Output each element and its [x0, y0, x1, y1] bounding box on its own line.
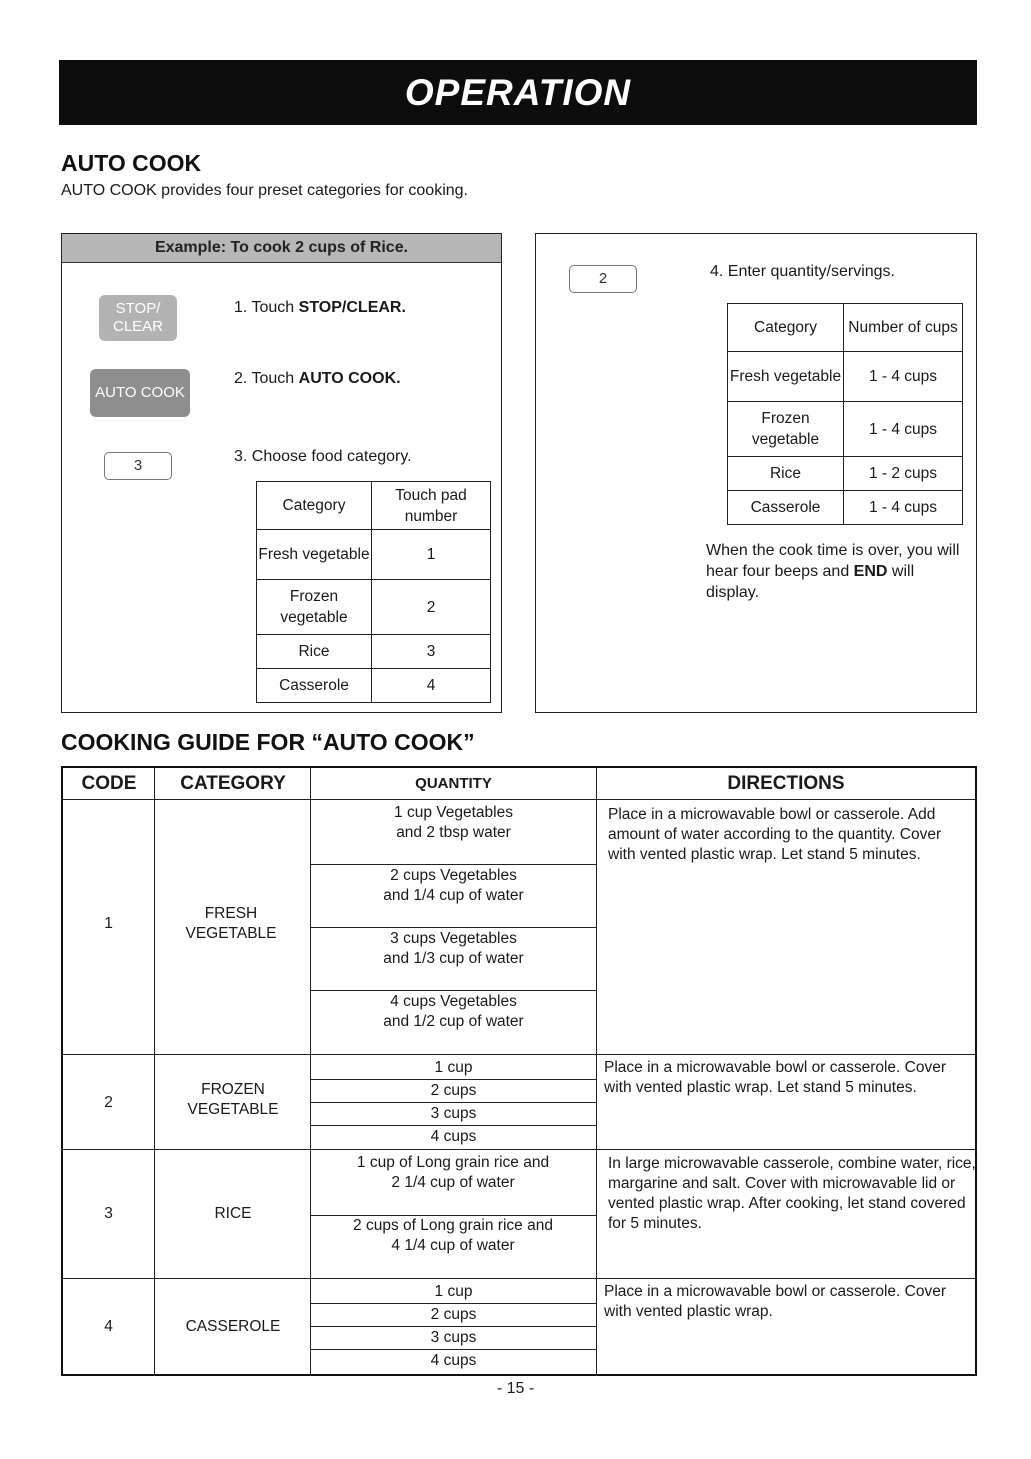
header-divider — [63, 799, 977, 800]
number-key-2[interactable]: 2 — [569, 265, 637, 293]
quantity-box — [535, 233, 977, 713]
quantity-cell: 1 cup Vegetables and 2 tbsp water — [394, 804, 513, 841]
cups-cell: 1 - 4 cups — [844, 402, 963, 457]
category-cell: Fresh vegetable — [257, 530, 372, 580]
quantity-cell: 3 cups — [430, 1329, 477, 1346]
quantity-cell: 2 cups Vegetables and 1/4 cup of water — [383, 867, 524, 904]
quantity-divider — [310, 1349, 596, 1350]
column-divider — [596, 768, 597, 1376]
quantity-cell: 4 cups Vegetables and 1/2 cup of water — [383, 993, 524, 1030]
category-cell: CASSEROLE — [185, 1318, 281, 1335]
quantity-cell: 1 cup of Long grain rice and 2 1/4 cup of water — [356, 1154, 550, 1191]
cups-cell: 1 - 2 cups — [844, 457, 963, 491]
quantity-divider — [310, 1125, 596, 1126]
category-cell: RICE — [214, 1205, 252, 1222]
cups-header: Number of cups — [844, 304, 963, 352]
cups-cell: 1 - 4 cups — [844, 352, 963, 402]
row-divider — [63, 1278, 977, 1279]
quantity-cell: 3 cups Vegetables and 1/3 cup of water — [383, 930, 524, 967]
category-header: CATEGORY — [180, 773, 286, 794]
category-cell: Frozen vegetable — [257, 580, 372, 635]
code-cell: 4 — [104, 1318, 113, 1335]
category-cell: Rice — [728, 457, 844, 491]
quantity-divider — [310, 1079, 596, 1080]
completion-note — [706, 540, 968, 603]
quantity-divider — [310, 1102, 596, 1103]
quantity-cell: 3 cups — [430, 1105, 477, 1122]
quantity-cell: 1 cup — [434, 1283, 473, 1300]
end-display-text: END — [853, 563, 888, 580]
quantity-cell: 1 cup — [434, 1059, 473, 1076]
row-divider — [63, 1149, 977, 1150]
auto-cook-title: AUTO COOK — [61, 150, 202, 176]
quantity-cell: 2 cups — [430, 1306, 477, 1323]
code-cell: 2 — [104, 1094, 113, 1111]
page-number: - 15 - — [496, 1380, 535, 1397]
category-cell: FRESH VEGETABLE — [185, 905, 277, 942]
example-heading: Example: To cook 2 cups of Rice. — [62, 234, 501, 263]
quantity-cell: 4 cups — [430, 1128, 477, 1145]
quantity-table — [727, 303, 963, 525]
quantity-divider — [310, 1303, 596, 1304]
column-divider — [154, 768, 155, 1376]
step-1-text: 1. Touch — [234, 299, 299, 316]
directions-header: DIRECTIONS — [727, 773, 845, 794]
touch-pad-header: Touch pad number — [372, 482, 491, 530]
step-1 — [234, 299, 406, 317]
touchpad-cell: 4 — [372, 669, 491, 703]
stop-clear-pad[interactable]: STOP/ CLEAR — [99, 295, 177, 341]
category-cell: Frozen vegetable — [728, 402, 844, 457]
quantity-cell: 2 cups of Long grain rice and 4 1/4 cup of water — [353, 1217, 553, 1254]
code-cell: 1 — [104, 915, 113, 932]
directions-cell: In large microwavable casserole, combine water, rice, margarine and salt. Cover with microwavable lid or vented plastic wrap. After cooking, let stand covered for 5 minutes. — [608, 1155, 976, 1232]
cups-cell: 1 - 4 cups — [844, 491, 963, 525]
category-table — [256, 481, 491, 703]
step-3: 3. Choose food category. — [234, 448, 412, 465]
code-header: CODE — [81, 773, 137, 794]
quantity-divider — [310, 1326, 596, 1327]
touchpad-cell: 2 — [372, 580, 491, 635]
quantity-divider — [310, 990, 596, 991]
quantity-cell: 4 cups — [430, 1352, 477, 1369]
category-cell: Casserole — [728, 491, 844, 525]
step-4: 4. Enter quantity/servings. — [710, 263, 895, 280]
directions-cell: Place in a microwavable bowl or casserole. Cover with vented plastic wrap. — [604, 1283, 947, 1320]
step-2 — [234, 370, 401, 388]
category-cell: Casserole — [257, 669, 372, 703]
step-1-bold: STOP/CLEAR. — [298, 299, 406, 316]
category-cell: Fresh vegetable — [728, 352, 844, 402]
quantity-cell: 2 cups — [430, 1082, 477, 1099]
directions-cell: Place in a microwavable bowl or casserole. Cover with vented plastic wrap. Let stand 5 minutes. — [604, 1059, 947, 1096]
touchpad-cell: 1 — [372, 530, 491, 580]
step-2-text: 2. Touch — [234, 370, 299, 387]
quantity-divider — [310, 864, 596, 865]
auto-cook-intro: AUTO COOK provides four preset categories for cooking. — [61, 182, 468, 199]
completion-text: When the cook time is over, you will hear four beeps and — [706, 542, 960, 580]
category-header: Category — [257, 482, 372, 530]
category-cell: FROZEN VEGETABLE — [187, 1081, 279, 1118]
category-header: Category — [728, 304, 844, 352]
touchpad-cell: 3 — [372, 635, 491, 669]
auto-cook-pad[interactable]: AUTO COOK — [90, 369, 190, 417]
row-divider — [63, 1054, 977, 1055]
quantity-divider — [310, 927, 596, 928]
cooking-guide-title: COOKING GUIDE FOR “AUTO COOK” — [61, 729, 475, 755]
category-cell: Rice — [257, 635, 372, 669]
cooking-guide-table — [61, 766, 977, 1376]
example-box — [61, 233, 502, 713]
directions-cell: Place in a microwavable bowl or casserole. Add amount of water according to the quantity. Cover with vented plastic wrap. Let stand 5 minutes. — [608, 806, 942, 863]
page-banner: OPERATION — [59, 60, 977, 125]
number-key-3[interactable]: 3 — [104, 452, 172, 480]
step-2-bold: AUTO COOK. — [298, 370, 401, 387]
quantity-header: QUANTITY — [415, 775, 492, 792]
completion-tail: will display. — [706, 563, 915, 601]
code-cell: 3 — [104, 1205, 113, 1222]
